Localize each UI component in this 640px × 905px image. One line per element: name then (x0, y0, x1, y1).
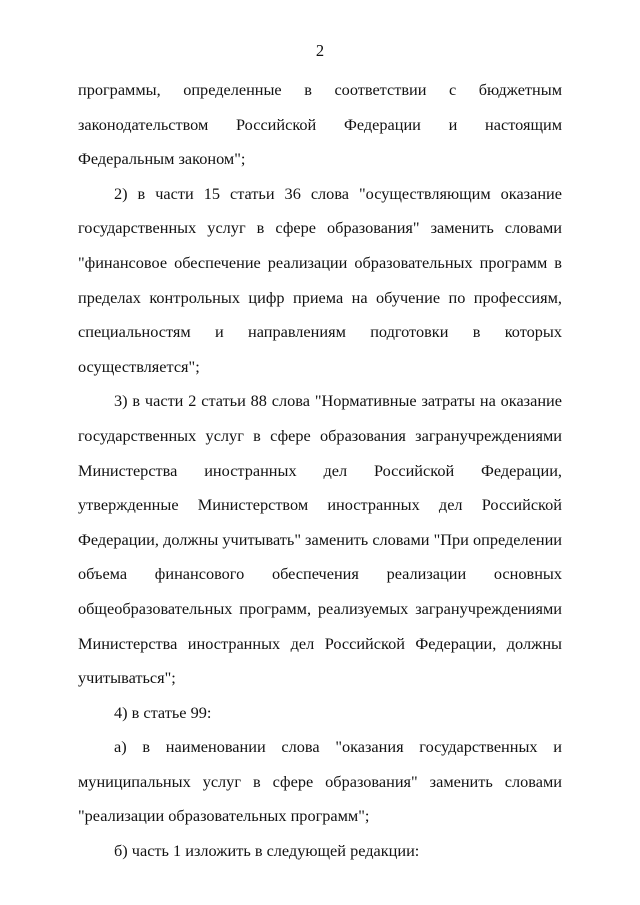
paragraph-item-2: 2) в части 15 статьи 36 слова "осуществляющим оказание государственных услуг в сфере образования" заменить словами "финансовое обеспечение реализации образовательных программ в пределах контрольных цифр приема на обучение по профессиям, специальностям и направлениям подготовки в которых осуществляется"; (78, 183, 562, 376)
paragraph-item-4: 4) в статье 99: (114, 702, 212, 722)
paragraph-continuation: программы, определенные в соответствии с бюджетным законодательством Российской Федерации и настоящим Федеральным законом"; (78, 80, 562, 169)
document-body (78, 73, 562, 869)
paragraph-item-3: 3) в части 2 статьи 88 слова "Нормативные затраты на оказание государственных услуг в сфере образования загранучреждениями Министерства иностранных дел Российской Федерации, утвержденные Министерством иностранных дел Российской Федерации, должны учитывать" заменить словами "При определении объема финансового обеспечения реализации основных общеобразовательных программ, реализуемых загранучреждениями Министерства иностранных дел Российской Федерации, должны учитываться"; (78, 391, 562, 688)
paragraph-item-4b: б) часть 1 изложить в следующей редакции: (114, 841, 420, 861)
page-number: 2 (315, 41, 325, 60)
paragraph-item-4a: а) в наименовании слова "оказания государственных и муниципальных услуг в сфере образования" заменить словами "реализации образовательных программ"; (78, 737, 562, 826)
